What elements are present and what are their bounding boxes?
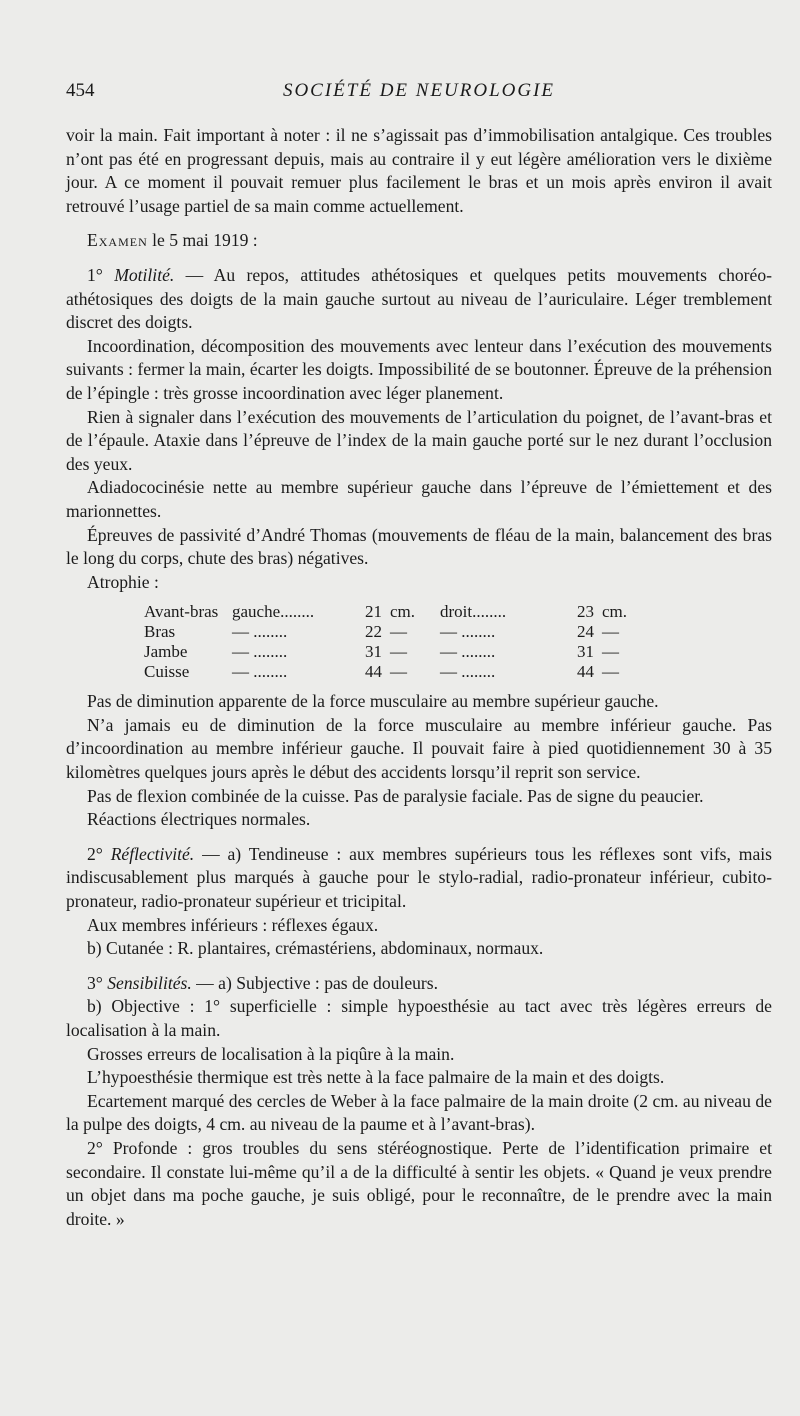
paragraph: b) Objective : 1° superficielle : simple hypoesthésie au tact avec très légères erreurs de localisation à la main. — [66, 996, 772, 1040]
table-row — [144, 662, 642, 682]
section-title: Sensibilités. — [107, 972, 192, 993]
paragraph: Ecartement marqué des cercles de Weber à la face palmaire de la main droite (2 cm. au niveau de la pulpe des doigts, 4 cm. au niveau de la paume et à l’avant-bras). — [66, 1090, 772, 1135]
paragraph: Pas de diminution apparente de la force musculaire au membre supérieur gauche. — [87, 691, 659, 712]
table-row — [144, 602, 642, 622]
exam-heading — [66, 229, 772, 253]
table-cell: — ........ — [440, 662, 496, 682]
table-cell: cm. — [390, 602, 416, 622]
table-cell: gauche........ — [232, 602, 315, 622]
table-cell: 22 — [365, 622, 382, 642]
paragraph-intro: voir la main. Fait important à noter : il ne s’agissait pas d’immobilisation antalgique. Ces troubles n’ont pas été en progressant depuis, mais au contraire il y eut légère amélioration vers le dixième jour. A ce moment il pouvait remuer plus facilement le bras et un mois après environ il avait retrouvé l’usage partiel de sa main comme actuellement. — [66, 125, 772, 216]
table-cell: Jambe — [144, 642, 188, 662]
section-reflectivite — [66, 843, 772, 914]
table-cell: — ........ — [232, 642, 288, 662]
paragraph: Grosses erreurs de localisation à la piqûre à la main. — [87, 1043, 455, 1064]
table-cell: — — [390, 642, 407, 662]
table-cell: — — [602, 642, 619, 662]
table-cell: — ........ — [440, 622, 496, 642]
atrophy-label: Atrophie : — [87, 571, 159, 592]
running-title: SOCIÉTÉ DE NEUROLOGIE — [282, 80, 556, 101]
table-cell: Cuisse — [144, 662, 190, 682]
page-header — [66, 80, 772, 106]
page-body — [66, 124, 772, 1231]
table-cell: — — [602, 622, 619, 642]
section-text: — a) Tendineuse : aux membres supérieurs tous les réflexes sont vifs, mais indiscusablement plus marqués à gauche pour le stylo-radial, radio-pronateur inférieur, cubito-pronateur, radio-pronateur supérieur et tricipital. — [66, 843, 772, 912]
paragraph: Adiadococinésie nette au membre supérieur gauche dans l’épreuve de l’émiettement et des marionnettes. — [66, 477, 772, 521]
exam-date: le 5 mai 1919 : — [147, 230, 258, 251]
table-cell: 31 — [577, 642, 594, 662]
paragraph: Aux membres inférieurs : réflexes égaux. — [87, 914, 379, 935]
paragraph: b) Cutanée : R. plantaires, crémastériens, abdominaux, normaux. — [87, 938, 544, 959]
section-sensibilites — [66, 972, 772, 996]
paragraph: L’hypoesthésie thermique est très nette à la face palmaire de la main et des doigts. — [87, 1067, 665, 1088]
table-cell: 24 — [577, 622, 594, 642]
table-cell: — — [390, 662, 407, 682]
table-row — [144, 622, 642, 642]
table-cell: — — [602, 662, 619, 682]
table-cell: Avant-bras — [144, 602, 219, 622]
table-cell: — ........ — [232, 622, 288, 642]
table-cell: 31 — [365, 642, 382, 662]
atrophy-table — [144, 602, 642, 682]
section-number: 3° — [87, 972, 108, 993]
section-motilite — [66, 264, 772, 335]
section-title: Motilité. — [114, 264, 175, 285]
section-number: 1° — [87, 264, 115, 285]
table-cell: cm. — [602, 602, 628, 622]
paragraph: Pas de flexion combinée de la cuisse. Pas de paralysie faciale. Pas de signe du peaucier. — [87, 785, 704, 806]
table-row — [144, 642, 642, 662]
paragraph: 2° Profonde : gros troubles du sens stéréognostique. Perte de l’identification primaire et secondaire. Il constate lui-même qu’il a de la difficulté à sentir les objets. « Quand je veux prendre un objet dans ma poche gauche, je suis obligé, pour le reconnaître, de le prendre avec la main droite. » — [66, 1137, 772, 1229]
paragraph: Rien à signaler dans l’exécution des mouvements de l’articulation du poignet, de l’avant-bras et de l’épaule. Ataxie dans l’épreuve de l’index de la main gauche porté sur le nez durant l’occlusion des yeux. — [66, 406, 772, 474]
section-number: 2° — [87, 843, 111, 864]
page-number: 454 — [66, 80, 95, 101]
table-cell: 44 — [365, 662, 382, 682]
section-text: — Au repos, attitudes athétosiques et quelques petits mouvements choréo-athétosiques des doigts de la main gauche surtout au niveau de l’auriculaire. Léger tremblement discret des doigts. — [66, 264, 772, 333]
table-cell: — ........ — [440, 642, 496, 662]
exam-label: Examen — [87, 230, 148, 251]
table-cell: 21 — [365, 602, 382, 622]
table-cell: 44 — [577, 662, 594, 682]
table-cell: — ........ — [232, 662, 288, 682]
table-cell: — — [390, 622, 407, 642]
table-cell: Bras — [144, 622, 176, 642]
paragraph: Incoordination, décomposition des mouvements avec lenteur dans l’exécution des mouvements suivants : fermer la main, écarter les doigts. Impossibilité de se boutonner. Épreuve de la préhension de l’épingle : très grosse incoordination avec léger planement. — [66, 335, 772, 403]
table-cell: droit........ — [440, 602, 507, 622]
section-title: Réflectivité. — [110, 843, 195, 864]
paragraph: Épreuves de passivité d’André Thomas (mouvements de fléau de la main, balancement des bras le long du corps, chute des bras) négatives. — [66, 524, 772, 569]
table-cell: 23 — [577, 602, 594, 622]
paragraph: Réactions électriques normales. — [87, 809, 311, 830]
section-text: — a) Subjective : pas de douleurs. — [191, 972, 439, 993]
paragraph: N’a jamais eu de diminution de la force musculaire au membre inférieur gauche. Pas d’incoordination au membre inférieur gauche. Il pouvait faire à pied quotidiennement 30 à 35 kilomètres quelques jours après le début des accidents lorsqu’il reprit son service. — [66, 714, 772, 783]
